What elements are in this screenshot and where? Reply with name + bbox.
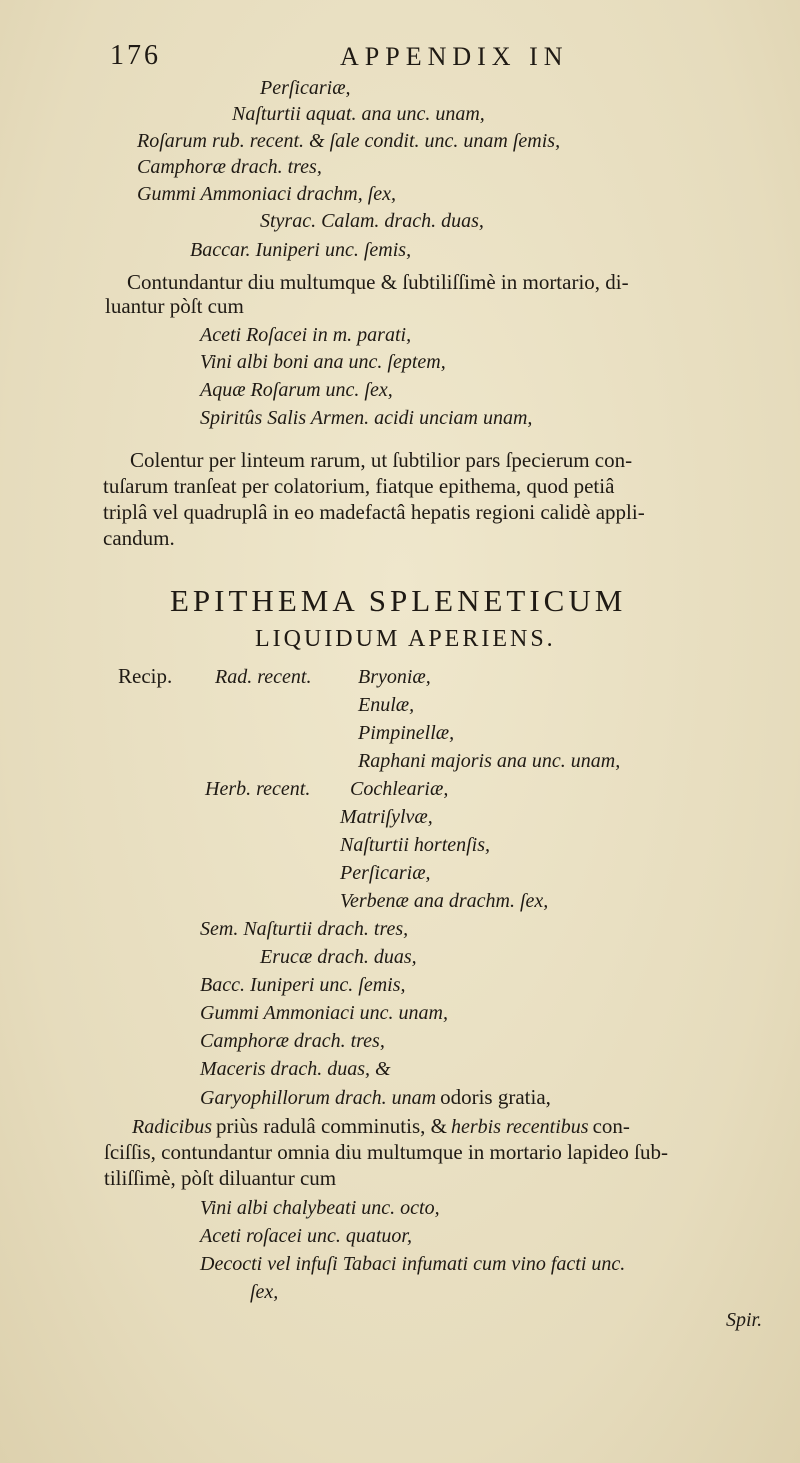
recipe-line: Aquæ Roſarum unc. ſex, [200,379,393,401]
paragraph-line: candum. [103,526,175,550]
ingredient: Verbenæ ana drachm. ſex, [340,890,549,912]
recipe-line: Gummi Ammoniaci drachm, ſex, [137,183,397,205]
ingredient: Naſturtii hortenſis, [340,834,491,856]
ingredient: Perſicariæ, [340,862,431,884]
text: con- [592,1114,630,1138]
ingredient: Garyophillorum drach. unam [200,1087,437,1109]
emphasis: herbis recentibus [450,1116,589,1138]
paragraph-line: tiliſſimè, pòſt diluantur cum [104,1166,337,1190]
ingredient: Cochleariæ, [350,778,449,800]
ingredient: Camphoræ drach. tres, [200,1030,385,1052]
paragraph-line [132,1116,630,1137]
paragraph-line: Contundantur diu multumque & ſubtiliſſimè in mortario, di- [127,270,629,294]
paragraph-line: ſciſſis, contundantur omnia diu multumque in mortario lapideo ſub- [104,1140,668,1164]
recipe-line: Aceti Roſacei in m. parati, [200,324,412,346]
recipe-line: Naſturtii aquat. ana unc. unam, [232,103,485,125]
paragraph-line: Colentur per linteum rarum, ut ſubtilior pars ſpecierum con- [130,448,633,472]
recipe-line: Perſicariæ, [260,77,351,99]
ingredient: Enulæ, [358,694,415,716]
ingredient: Bryoniæ, [358,666,431,688]
ingredient-line [200,1087,551,1108]
recipe-line: Styrac. Calam. drach. duas, [260,210,484,232]
text: priùs radulâ comminutis, & [216,1114,447,1138]
recipe-line: Aceti roſacei unc. quatuor, [200,1225,412,1247]
recipe-line: Roſarum rub. recent. & ſale condit. unc. unam ſemis, [137,130,561,152]
ingredient: Raphani majoris ana unc. unam, [358,750,621,772]
recipe-line: Vini albi chalybeati unc. octo, [200,1197,440,1219]
paragraph-line: tuſarum tranſeat per colatorium, fiatque epithema, quod petiâ [103,474,615,498]
rad-label: Rad. recent. [215,666,312,688]
ingredient: Sem. Naſturtii drach. tres, [200,918,409,940]
recipe-line: Spiritûs Salis Armen. acidi unciam unam, [200,407,533,429]
ingredient: Gummi Ammoniaci unc. unam, [200,1002,448,1024]
section-title: EPITHEMA SPLENETICUM [170,583,627,618]
running-title: APPENDIX IN [340,42,569,71]
ingredient: Bacc. Iuniperi unc. ſemis, [200,974,406,996]
page-number: 176 [110,40,161,71]
ingredient: Pimpinellæ, [358,722,455,744]
ingredient: Matriſylvæ, [340,806,433,828]
section-subtitle: LIQUIDUM APERIENS. [255,626,556,652]
ingredient: Erucæ drach. duas, [260,946,417,968]
recipe-line: Vini albi boni ana unc. ſeptem, [200,351,446,373]
recipe-line: Baccar. Iuniperi unc. ſemis, [190,239,412,261]
herb-label: Herb. recent. [205,778,311,800]
recipe-line: Camphoræ drach. tres, [137,156,322,178]
catchword: Spir. [726,1309,763,1331]
paragraph-line: luantur pòſt cum [105,294,244,318]
recipe-line: Decocti vel infuſi Tabaci infumati cum vino facti unc. [200,1253,626,1275]
paragraph-line: triplâ vel quadruplâ in eo madefactâ hepatis regioni calidè appli- [103,500,645,524]
recip-label: Recip. [118,664,173,688]
ingredient: Maceris drach. duas, & [200,1058,391,1080]
ingredient-note: odoris gratia, [440,1085,551,1109]
emphasis: Radicibus [132,1116,212,1138]
recipe-line: ſex, [250,1281,279,1303]
